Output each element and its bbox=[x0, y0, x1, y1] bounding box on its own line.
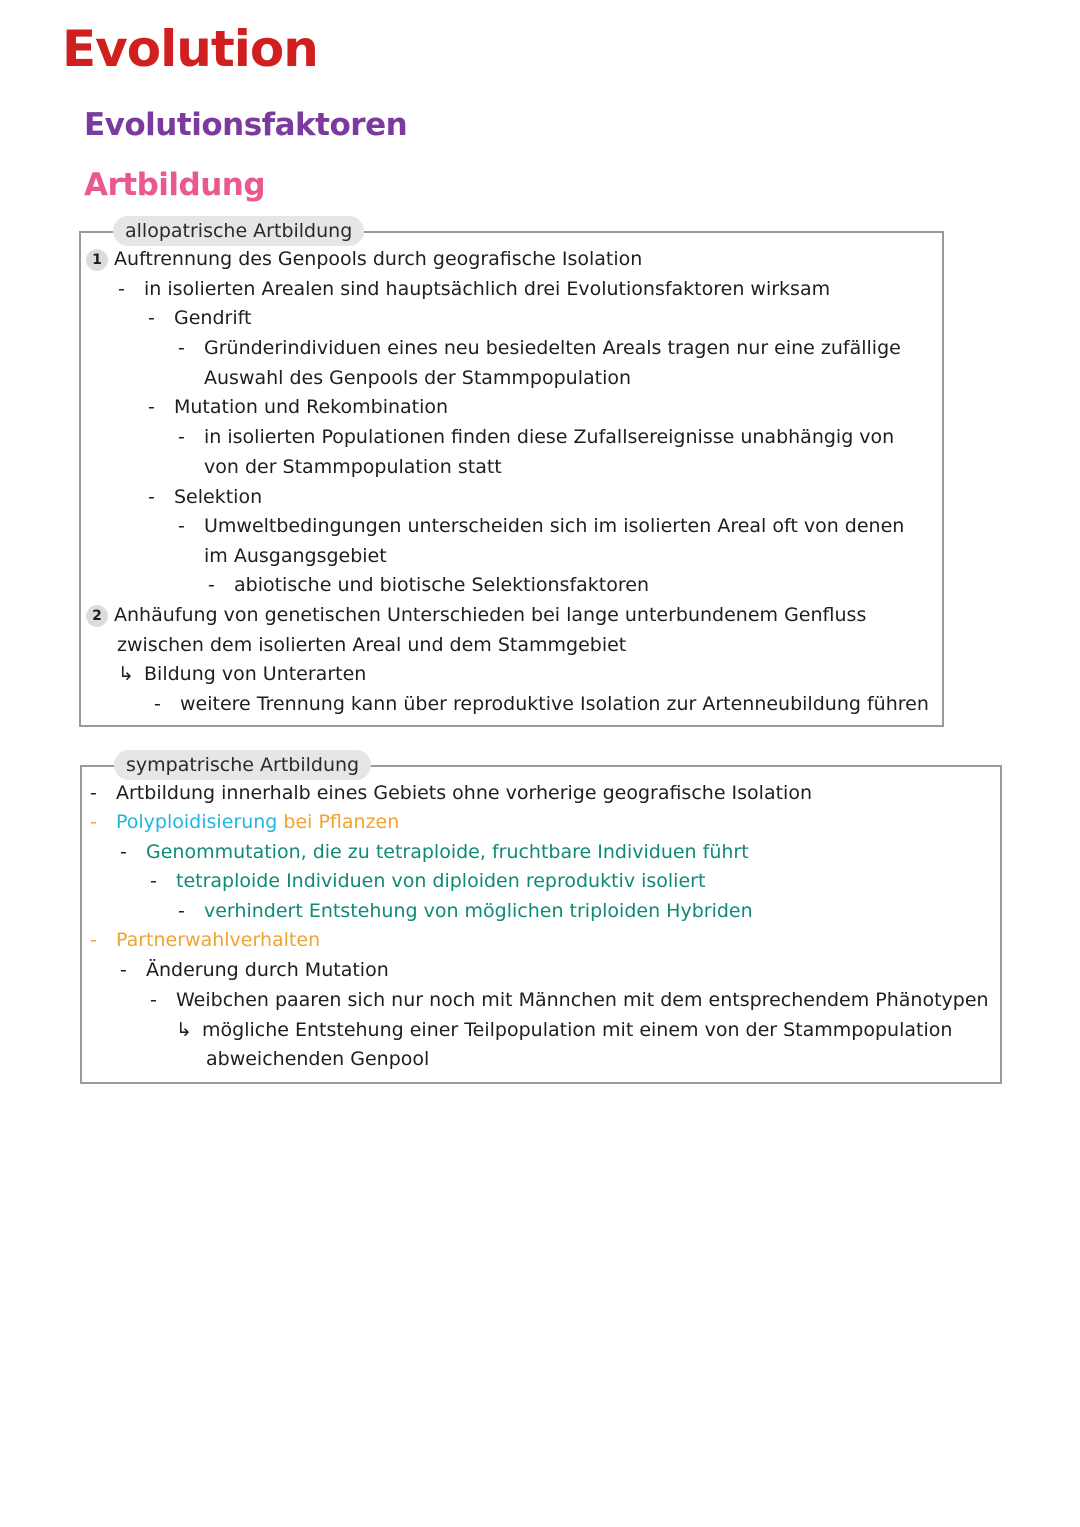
note-line: - verhindert Entstehung von möglichen triploiden Hybriden bbox=[178, 900, 753, 922]
note-line: - Mutation und Rekombination bbox=[148, 396, 449, 418]
section-heading-evolutionsfaktoren: Evolutionsfaktoren bbox=[84, 107, 408, 143]
arrow-icon: ↳ bbox=[176, 1019, 192, 1041]
note-line: - Artbildung innerhalb eines Gebiets ohne vorherige geografische Isolation bbox=[90, 782, 812, 804]
box-label-allopatric: allopatrische Artbildung bbox=[113, 216, 364, 246]
note-line: - weitere Trennung kann über reproduktive Isolation zur Artenneubildung führen bbox=[154, 693, 929, 715]
note-line: im Ausgangsgebiet bbox=[204, 545, 387, 567]
note-line: - in isolierten Arealen sind hauptsächlich drei Evolutionsfaktoren wirksam bbox=[118, 278, 831, 300]
note-line: Auswahl des Genpools der Stammpopulation bbox=[204, 367, 632, 389]
step-number-badge: 1 bbox=[86, 249, 108, 271]
note-line: zwischen dem isolierten Areal und dem Stammgebiet bbox=[117, 634, 627, 656]
note-line: 2 Anhäufung von genetischen Unterschieden bei lange unterbundenem Genfluss bbox=[86, 602, 866, 628]
note-line: - Weibchen paaren sich nur noch mit Männchen mit dem entsprechendem Phänotypen bbox=[150, 989, 989, 1011]
note-line: ↳ Bildung von Unterarten bbox=[118, 663, 367, 685]
page-title: Evolution bbox=[62, 20, 318, 78]
note-line: ↳ mögliche Entstehung einer Teilpopulation mit einem von der Stammpopulation bbox=[176, 1019, 953, 1041]
box-label-sympatric: sympatrische Artbildung bbox=[114, 750, 371, 780]
arrow-icon: ↳ bbox=[118, 663, 134, 685]
note-line: - Änderung durch Mutation bbox=[120, 959, 389, 981]
note-line: - tetraploide Individuen von diploiden reproduktiv isoliert bbox=[150, 870, 706, 892]
note-line: - Partnerwahlverhalten bbox=[90, 929, 321, 951]
step-number-badge: 2 bbox=[86, 605, 108, 627]
section-heading-artbildung: Artbildung bbox=[84, 167, 266, 203]
note-line: abweichenden Genpool bbox=[206, 1048, 430, 1070]
note-line: von der Stammpopulation statt bbox=[204, 456, 502, 478]
note-line: - in isolierten Populationen finden diese Zufallsereignisse unabhängig von bbox=[178, 426, 895, 448]
note-line: - Umweltbedingungen unterscheiden sich im isolierten Areal oft von denen bbox=[178, 515, 905, 537]
note-line: - Genommutation, die zu tetraploide, fruchtbare Individuen führt bbox=[120, 841, 749, 863]
note-line: - Polyploidisierung bei Pflanzen bbox=[90, 811, 400, 833]
note-line: - Selektion bbox=[148, 486, 263, 508]
note-line: - Gendrift bbox=[148, 307, 252, 329]
note-line: - Gründerindividuen eines neu besiedelten Areals tragen nur eine zufällige bbox=[178, 337, 901, 359]
note-line: 1 Auftrennung des Genpools durch geografische Isolation bbox=[86, 246, 642, 272]
note-line: - abiotische und biotische Selektionsfaktoren bbox=[208, 574, 649, 596]
